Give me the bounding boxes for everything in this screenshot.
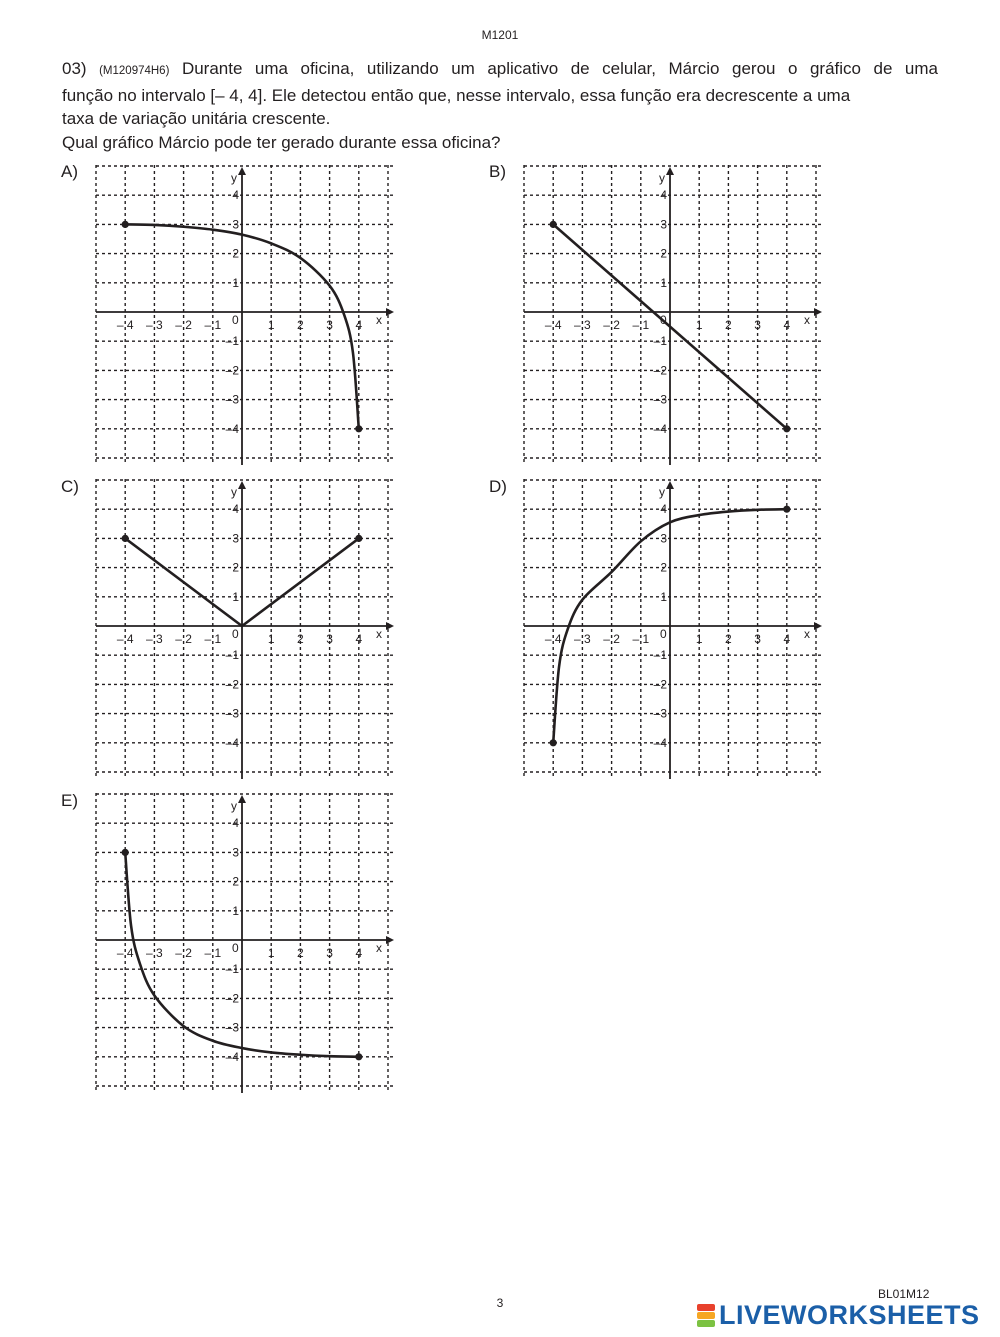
x-axis-arrow-icon: [386, 308, 394, 316]
graph-d: [524, 479, 824, 779]
logo-bar: [697, 1304, 715, 1311]
x-tick-label: – 3: [574, 632, 591, 646]
x-axis-arrow-icon: [814, 622, 822, 630]
origin-label: 0: [232, 313, 239, 327]
y-tick-label: 1: [660, 275, 667, 290]
x-tick-label: – 3: [146, 946, 163, 960]
x-tick-label: 2: [725, 632, 732, 646]
y-axis-arrow-icon: [666, 481, 674, 489]
y-tick-label: –2: [653, 363, 667, 378]
x-tick-label: 4: [355, 946, 363, 960]
x-tick-label: 1: [695, 318, 703, 332]
x-tick-label: – 2: [175, 318, 192, 332]
graph-svg: [96, 793, 396, 1093]
graph-svg: [96, 479, 396, 779]
x-tick-label: 4: [355, 632, 363, 646]
y-tick-label: 3: [232, 531, 239, 546]
y-tick-label: –1: [653, 334, 667, 349]
grid: [96, 479, 396, 779]
x-tick-label: – 1: [204, 632, 222, 646]
y-tick-label: 2: [232, 874, 239, 889]
x-tick-label: 3: [754, 318, 761, 332]
graph-svg: [524, 165, 824, 465]
y-tick-label: –4: [225, 421, 239, 436]
option-label-e: E): [61, 791, 78, 810]
origin-label: 0: [232, 627, 239, 641]
graph-b: [524, 165, 824, 465]
x-tick-label: – 4: [544, 632, 562, 646]
x-tick-label: 4: [783, 632, 791, 646]
graph-svg: [96, 165, 396, 465]
x-tick-label: – 2: [175, 632, 192, 646]
footer-code: BL01M12: [878, 1287, 930, 1301]
graph-svg: [524, 479, 824, 779]
x-tick-label: 3: [754, 632, 761, 646]
question-code: (M120974H6): [99, 65, 170, 77]
endpoint-dot: [122, 535, 129, 542]
x-tick-label: – 4: [116, 632, 134, 646]
y-tick-label: –3: [225, 706, 239, 721]
graph-a: [96, 165, 396, 465]
x-tick-label: – 4: [116, 946, 134, 960]
y-axis-label: y: [231, 485, 237, 499]
question-text: [62, 57, 938, 154]
x-tick-label: 3: [326, 632, 333, 646]
y-axis-arrow-icon: [238, 167, 246, 175]
x-tick-label: 2: [297, 946, 304, 960]
y-axis-label: y: [231, 171, 237, 185]
y-tick-label: 2: [232, 560, 239, 575]
y-tick-label: 3: [232, 845, 239, 860]
x-tick-label: – 4: [116, 318, 134, 332]
x-tick-label: 2: [725, 318, 732, 332]
x-axis-label: x: [804, 627, 810, 641]
x-tick-label: – 1: [632, 632, 650, 646]
endpoint-dot: [122, 849, 129, 856]
option-label-d: D): [489, 477, 507, 496]
x-tick-label: – 3: [146, 318, 163, 332]
y-tick-label: –1: [653, 648, 667, 663]
y-axis-label: y: [231, 799, 237, 813]
y-tick-label: –2: [225, 677, 239, 692]
endpoint-dot: [783, 425, 790, 432]
x-tick-label: 4: [355, 318, 363, 332]
option-label-a: A): [61, 162, 78, 181]
x-axis-label: x: [376, 941, 382, 955]
origin-label: 0: [660, 313, 667, 327]
endpoint-dot: [355, 1053, 362, 1060]
y-tick-label: 1: [232, 903, 239, 918]
x-tick-label: 1: [267, 318, 275, 332]
x-axis-label: x: [376, 313, 382, 327]
y-tick-label: –4: [225, 735, 239, 750]
endpoint-dot: [550, 221, 557, 228]
endpoint-dot: [355, 425, 362, 432]
y-tick-label: –1: [225, 962, 239, 977]
x-tick-label: 4: [783, 318, 791, 332]
y-tick-label: –2: [653, 677, 667, 692]
question-number: 03): [62, 59, 87, 78]
endpoint-dot: [783, 506, 790, 513]
y-tick-label: –3: [225, 392, 239, 407]
x-tick-label: – 3: [574, 318, 591, 332]
graph-c: [96, 479, 396, 779]
endpoint-dot: [355, 535, 362, 542]
x-tick-label: 2: [297, 318, 304, 332]
y-axis-label: y: [659, 171, 665, 185]
y-tick-label: 4: [232, 188, 239, 203]
option-label-c: C): [61, 477, 79, 496]
x-axis-arrow-icon: [814, 308, 822, 316]
x-axis-arrow-icon: [386, 622, 394, 630]
logo-bar: [697, 1312, 715, 1319]
y-tick-label: 1: [660, 589, 667, 604]
y-tick-label: 4: [232, 816, 239, 831]
x-tick-label: – 1: [632, 318, 650, 332]
y-tick-label: –3: [653, 706, 667, 721]
y-tick-label: 2: [232, 246, 239, 261]
y-tick-label: –3: [653, 392, 667, 407]
x-tick-label: – 3: [146, 632, 163, 646]
x-tick-label: 2: [297, 632, 304, 646]
question-line-3: taxa de variação unitária crescente.: [62, 109, 331, 128]
y-axis-label: y: [659, 485, 665, 499]
x-tick-label: – 1: [204, 318, 222, 332]
x-tick-label: 1: [695, 632, 703, 646]
option-label-b: B): [489, 162, 506, 181]
y-tick-label: –2: [225, 991, 239, 1006]
x-tick-label: 1: [267, 632, 275, 646]
y-tick-label: 1: [232, 589, 239, 604]
logo-text: LIVEWORKSHEETS: [719, 1300, 980, 1330]
y-tick-label: –4: [653, 421, 667, 436]
y-tick-label: 4: [232, 502, 239, 517]
y-axis-arrow-icon: [238, 481, 246, 489]
y-tick-label: 4: [660, 502, 667, 517]
endpoint-dot: [550, 739, 557, 746]
x-tick-label: – 2: [175, 946, 192, 960]
y-tick-label: 2: [660, 560, 667, 575]
y-axis-arrow-icon: [238, 795, 246, 803]
question-line-4: Qual gráfico Márcio pode ter gerado durante essa oficina?: [62, 132, 501, 152]
x-axis-label: x: [376, 627, 382, 641]
x-tick-label: 1: [267, 946, 275, 960]
question-line-1: [62, 57, 938, 84]
grid: [96, 165, 396, 465]
x-tick-label: 3: [326, 946, 333, 960]
grid: [524, 165, 824, 465]
logo-bar: [697, 1320, 715, 1327]
y-tick-label: 3: [660, 217, 667, 232]
y-tick-label: 4: [660, 188, 667, 203]
endpoint-dot: [122, 221, 129, 228]
x-tick-label: 3: [326, 318, 333, 332]
page-header-code: M1201: [481, 28, 519, 42]
y-tick-label: 3: [232, 217, 239, 232]
y-tick-label: –1: [225, 334, 239, 349]
x-axis-label: x: [804, 313, 810, 327]
y-tick-label: 2: [660, 246, 667, 261]
y-axis-arrow-icon: [666, 167, 674, 175]
y-tick-label: –4: [225, 1049, 239, 1064]
x-tick-label: – 1: [204, 946, 222, 960]
y-tick-label: –3: [225, 1020, 239, 1035]
x-tick-label: – 2: [603, 318, 620, 332]
y-tick-label: 1: [232, 275, 239, 290]
x-tick-label: – 4: [544, 318, 562, 332]
origin-label: 0: [232, 941, 239, 955]
y-tick-label: –1: [225, 648, 239, 663]
logo-mark-icon: [697, 1304, 715, 1327]
y-tick-label: 3: [660, 531, 667, 546]
origin-label: 0: [660, 627, 667, 641]
question-line-2: função no intervalo [– 4, 4]. Ele detectou então que, nesse intervalo, essa função era decrescente a uma: [62, 85, 851, 105]
question-line-1-text: Durante uma oficina, utilizando um aplicativo de celular, Márcio gerou o gráfico de uma: [181, 59, 938, 78]
x-axis-arrow-icon: [386, 936, 394, 944]
graph-e: [96, 793, 396, 1093]
x-tick-label: – 2: [603, 632, 620, 646]
liveworksheets-logo: [697, 1300, 980, 1331]
page-number: 3: [496, 1296, 504, 1310]
y-tick-label: –2: [225, 363, 239, 378]
y-tick-label: –4: [653, 735, 667, 750]
